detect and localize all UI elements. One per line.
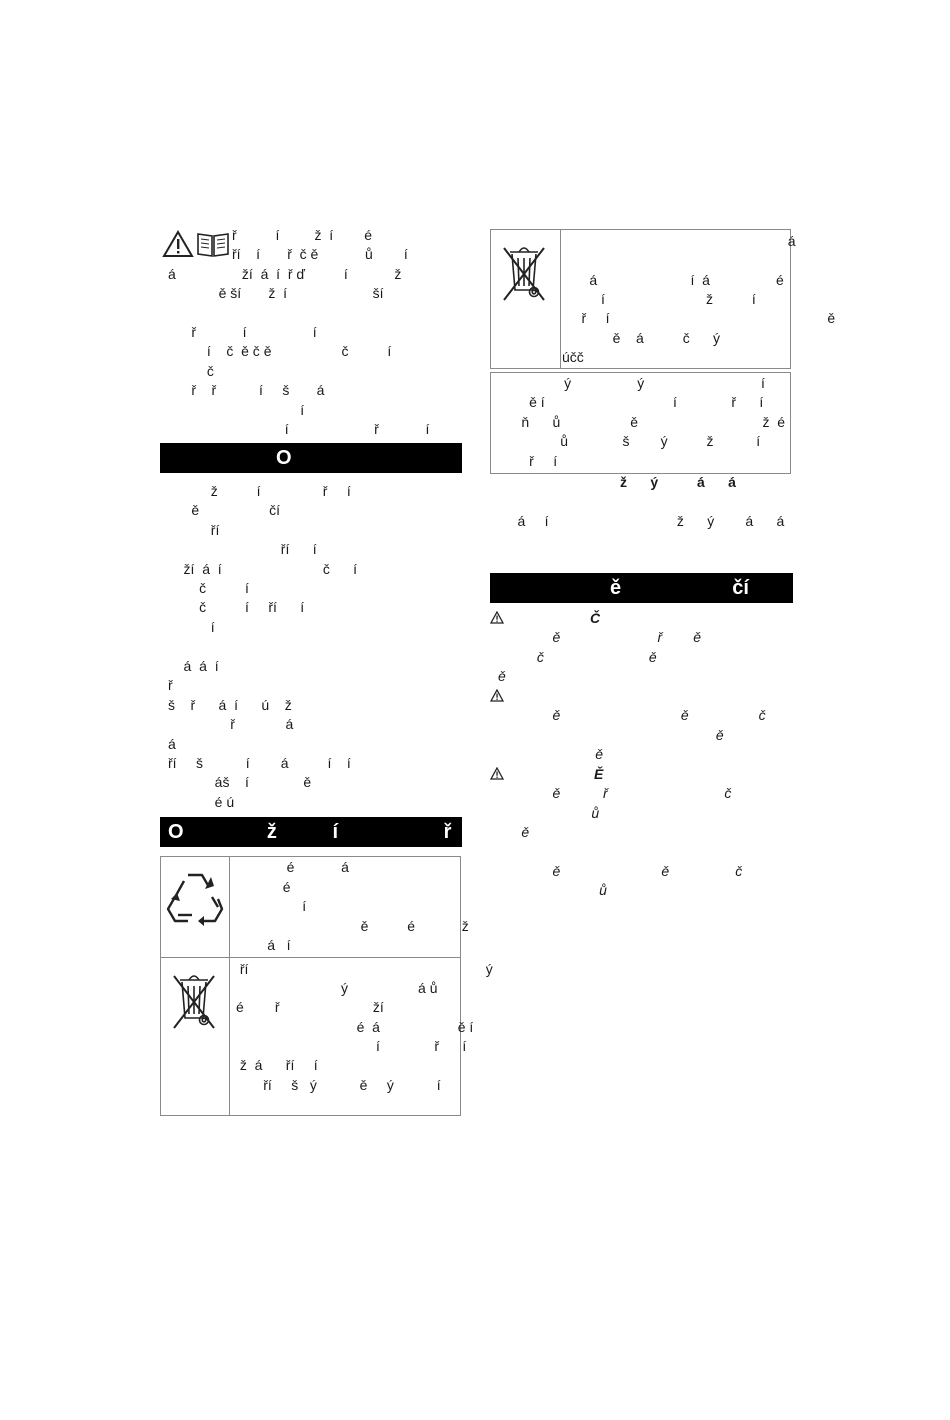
table-cell-text: é á ě í [236,1019,474,1035]
body-line: áš í ě [168,774,312,790]
warning-text: č ě [498,649,657,665]
warning-heading: Ě [594,766,604,782]
body-line: č í [168,580,249,596]
body-line: á á í [168,658,219,674]
table-cell-text: ří ý [236,961,493,977]
body-line: ž í ř í [168,483,351,499]
notice-text: á [566,233,796,249]
body-line: í [168,619,215,635]
body-line: č í ří í [168,599,305,615]
warning-text: ě ř č [498,785,732,801]
body-line: ř [168,677,173,693]
body-line: á í ž ý á á [498,513,785,529]
crossed-out-bin-icon [170,968,218,1030]
warning-text: ě [498,668,506,684]
notice-text: účč [562,349,584,365]
table-divider [160,957,461,958]
warning-text: ě ě č [498,863,743,879]
warning-text: ě [498,824,530,840]
body-line: ří [168,522,220,538]
table-cell-text: é [240,879,291,895]
table-divider [560,229,561,369]
section-heading: O ž í ř í [168,821,485,843]
crossed-out-bin-icon [500,240,548,302]
notice-text: ý ý í [498,375,765,391]
notice-text: ě á č ý [566,330,721,346]
warning-triangle-icon [490,689,504,702]
intro-line: ě ší ž í ší [168,285,384,301]
table-cell-text: á í [240,937,291,953]
table-cell-text: ž á ří í [236,1057,318,1073]
table-divider [229,856,230,1116]
warning-text: ě ř ě [498,629,702,645]
body-line: š ř á í ú ž [168,697,292,713]
notice-text: ě í í ř í [498,394,764,410]
section-heading-bar [490,573,793,603]
body-line: ží á í č í [168,561,358,577]
section-heading: ě čí [610,577,749,599]
notice-text: í ž í [566,291,756,307]
table-cell-text: í ř í [236,1038,467,1054]
body-line: é ú [168,794,235,810]
table-cell-text: ý á ů [236,980,438,996]
intro-line: ř í ž í é [232,227,373,243]
intro-line: í ř í [168,421,430,437]
intro-line: ř í í [168,324,317,340]
intro-line: č [168,363,214,379]
table-cell-text: é ř ží [236,999,384,1015]
body-line: ří š í á í í [168,755,351,771]
body-line: á [168,736,176,752]
intro-line: ř ř í š á [168,382,325,398]
body-line: ř á [168,716,294,732]
warning-heading: Č [590,610,601,626]
warning-text: ů [498,805,600,821]
body-line: ě čí [168,502,281,518]
recycle-icon [164,869,226,929]
table-cell-text: ě é ž [240,918,469,934]
warning-text: ě [498,746,604,762]
table-cell-text: ří š ý ě ý í [236,1077,441,1093]
manual-book-icon [196,230,230,258]
body-line: ří í [168,541,317,557]
notice-text: ů š ý ž í [498,433,761,449]
warning-text: ě ě č [498,707,766,723]
section-heading-bar [160,443,462,473]
warning-triangle-icon [490,767,504,780]
notice-text: ř í [498,453,558,469]
notice-text: ň ů ě ž é [498,414,786,430]
warning-triangle-icon [162,230,194,258]
warning-triangle-icon [490,611,504,624]
section-heading: O [276,447,292,469]
warning-text: ě [498,727,724,743]
notice-text: ř í ě [566,310,836,326]
intro-line: á ží á í ř ď í ž [168,266,402,282]
table-cell-text: í [240,898,307,914]
section-heading-bar [160,817,485,847]
notice-text: á í á é [566,272,784,288]
bold-subheading: ž ý á á [620,474,736,490]
intro-line: í č ě č ě č í [168,343,392,359]
intro-line: ří í ř č ě ů í [232,246,408,262]
table-cell-text: é á [240,859,349,875]
intro-line: í [168,402,305,418]
warning-text: ů [498,882,607,898]
